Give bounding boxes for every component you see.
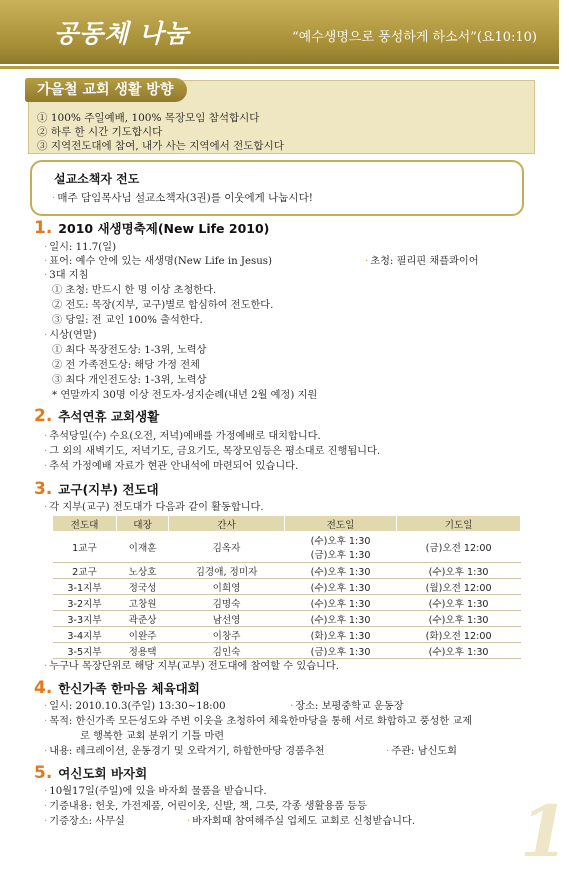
s3-footer: · 누구나 목장단위로 해당 지부(교부) 전도대에 참여할 수 있습니다. — [44, 661, 339, 672]
table-row — [53, 611, 521, 627]
table-header: 간사 — [169, 516, 285, 532]
table-row — [53, 579, 521, 595]
table-cell: (금)오전 12:00 — [397, 532, 521, 563]
table-cell: (수)오후 1:30 — [397, 595, 521, 611]
table-cell: (수)오후 1:30 — [284, 611, 396, 627]
s1-invite: · 초청: 필리핀 채플콰이어 — [365, 256, 479, 267]
s1-note: * 연말까지 30명 이상 전도자-성지순례(내년 2월 예정) 지원 — [52, 390, 318, 401]
table-cell: (수)오후 1:30 — [284, 595, 396, 611]
table-row — [53, 627, 521, 643]
table-header: 대장 — [117, 516, 169, 532]
table-cell: 3-4지부 — [53, 627, 117, 643]
direction-box — [28, 80, 535, 154]
sermon-box — [30, 160, 524, 216]
table-cell: (수)오후 1:30 — [397, 563, 521, 579]
table-cell: 2교구 — [53, 563, 117, 579]
table-cell: 남선영 — [169, 611, 285, 627]
table-cell: (금)오후 1:30 — [284, 643, 396, 659]
table-cell: 김옥자 — [169, 532, 285, 563]
table-cell: 1교구 — [53, 532, 117, 563]
s5-line: · 기증장소: 사무실 — [44, 816, 125, 827]
table-cell: (수)오후 1:30 — [284, 563, 396, 579]
s2-line: · 추석당일(수) 수요(오전, 저녁)예배를 가정예배로 대치합니다. — [44, 431, 321, 442]
direction-item: ① 100% 주일예배, 100% 목장모임 참석합시다 — [37, 112, 260, 124]
s2-line: · 그 외의 새벽기도, 저녁기도, 금요기도, 목장모임등은 평소대로 진행됩니다. — [44, 446, 381, 457]
table-row — [53, 563, 521, 579]
table-header: 기도일 — [397, 516, 521, 532]
table-cell: 이완주 — [117, 627, 169, 643]
table-header: 전도일 — [284, 516, 396, 532]
s5-line: · 10월17일(주일)에 있을 바자회 물품을 받습니다. — [44, 786, 267, 797]
s4-place: · 장소: 보평중학교 운동장 — [290, 701, 404, 712]
direction-item: ② 하루 한 시간 기도합시다 — [37, 126, 163, 138]
s4-date: · 일시: 2010.10.3(주일) 13:30~18:00 — [44, 701, 226, 712]
section-5-title: 5. 여신도회 바자회 — [34, 763, 148, 783]
page-title: 공동체 나눔 — [54, 19, 190, 48]
s1-guide-1: ① 초청: 반드시 한 명 이상 초청한다. — [52, 285, 217, 296]
direction-title: 가을철 교회 생활 방향 — [25, 78, 187, 102]
page-number: 1 — [520, 790, 569, 873]
s5-line: · 기증내용: 헌옷, 가전제품, 어린이옷, 신발, 책, 그릇, 각종 생활용품 등등 — [44, 801, 367, 812]
s1-award-2: ② 전 가족전도상: 해당 가정 전체 — [52, 360, 200, 371]
table-cell: (화)오전 12:00 — [397, 627, 521, 643]
s4-host: · 주관: 남신도회 — [386, 746, 457, 757]
table-cell: 이재훈 — [117, 532, 169, 563]
table-cell: 정용택 — [117, 643, 169, 659]
s1-theme: · 표어: 예수 안에 있는 새생명(New Life in Jesus) — [44, 256, 272, 267]
table-header: 전도대 — [53, 516, 117, 532]
s1-guide: · 3대 지침 — [44, 270, 89, 281]
table-cell: 김명숙 — [169, 595, 285, 611]
sermon-text: · 매주 담임목사님 설교소책자(3권)를 이웃에게 나눕시다! — [52, 192, 313, 204]
table-cell: (화)오후 1:30 — [284, 627, 396, 643]
table-cell: (수)오후 1:30 (금)오후 1:30 — [284, 532, 396, 563]
table-cell: 이창주 — [169, 627, 285, 643]
header-verse: “예수생명으로 풍성하게 하소서”(요10:10) — [292, 30, 537, 45]
section-1-title: 1. 2010 새생명축제(New Life 2010) — [34, 218, 270, 238]
table-cell: 김인숙 — [169, 643, 285, 659]
table-cell: (수)오후 1:30 — [284, 579, 396, 595]
section-4-title: 4. 한신가족 한마음 체육대회 — [34, 678, 200, 698]
s4-purpose-cont: 로 행복한 교회 분위기 기틀 마련 — [80, 731, 225, 742]
table-cell: (수)오후 1:30 — [397, 611, 521, 627]
section-2-title: 2. 추석연휴 교회생활 — [34, 406, 160, 426]
s3-intro: · 각 지부(교구) 전도대가 다음과 같이 활동합니다. — [44, 502, 264, 513]
table-row — [53, 595, 521, 611]
section-3-title: 3. 교구(지부) 전도대 — [34, 479, 159, 499]
s1-award-3: ③ 최다 개인전도상: 1-3위, 노력상 — [52, 375, 207, 386]
table-cell: 곽준상 — [117, 611, 169, 627]
table-cell: 고창원 — [117, 595, 169, 611]
table-cell: 이희영 — [169, 579, 285, 595]
table-cell: 정국성 — [117, 579, 169, 595]
s1-guide-3: ③ 당일: 전 교인 100% 출석한다. — [52, 315, 203, 326]
s1-guide-2: ② 전도: 목장(지부, 교구)별로 합심하여 전도한다. — [52, 300, 274, 311]
table-cell: 3-2지부 — [53, 595, 117, 611]
s1-date: · 일시: 11.7(일) — [44, 242, 117, 253]
evangelism-table — [52, 515, 521, 659]
s4-purpose: · 목적: 한신가족 모든성도와 주변 이웃을 초청하여 체육한마당을 통해 서로 화합하고 풍성한 교제 — [44, 716, 473, 727]
s1-award: · 시상(연말) — [44, 330, 97, 341]
table-cell: (수)오후 1:30 — [397, 643, 521, 659]
table-cell: (월)오전 12:00 — [397, 579, 521, 595]
table-cell: 노상호 — [117, 563, 169, 579]
direction-item: ③ 지역전도대에 참여, 내가 사는 지역에서 전도합시다 — [37, 140, 284, 152]
table-cell: 3-3지부 — [53, 611, 117, 627]
table-cell: 김경애, 정미자 — [169, 563, 285, 579]
header-banner — [0, 0, 559, 64]
s1-award-1: ① 최다 목장전도상: 1-3위, 노력상 — [52, 345, 207, 356]
table-cell: 3-1지부 — [53, 579, 117, 595]
s2-line: · 추석 가정예배 자료가 현관 안내석에 마련되어 있습니다. — [44, 461, 299, 472]
divider — [0, 66, 559, 69]
table-header-row — [53, 516, 521, 532]
s5-line: · 바자회때 참여해주실 업체도 교회로 신청받습니다. — [187, 816, 416, 827]
table-cell: 3-5지부 — [53, 643, 117, 659]
s4-content: · 내용: 레크레이션, 운동경기 및 오락겨기, 하합한마당 경품추천 — [44, 746, 325, 757]
table-row — [53, 532, 521, 563]
sermon-title: 설교소책자 전도 — [54, 172, 140, 186]
